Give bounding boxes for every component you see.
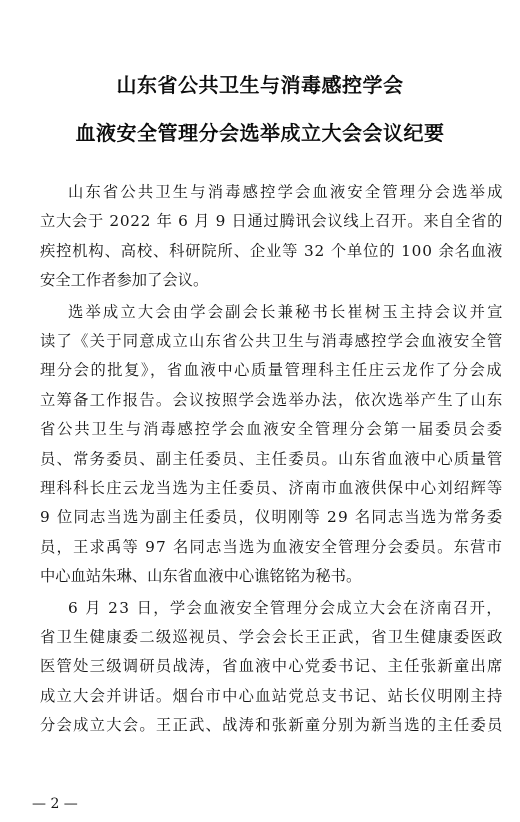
paragraph-line: 成立大会并讲话。烟台市中心血站党总支书记、站长仪明刚主持	[40, 686, 504, 705]
paragraph-line: 6 月 23 日，学会血液安全管理分会成立大会在济南召开，	[68, 598, 503, 617]
document-title-line-2: 血液安全管理分会选举成立大会会议纪要	[75, 121, 445, 145]
paragraph-line: 员，王求禹等 97 名同志当选为血液安全管理分会委员。东营市	[40, 537, 504, 556]
paragraph-line: 医管处三级调研员战涛，省血液中心党委书记、主任张新童出席	[40, 657, 504, 676]
paragraph-line: 安全工作者参加了会议。	[40, 271, 209, 290]
paragraph-line: 理分会的批复》，省血液中心质量管理科主任庄云龙作了分会成	[40, 361, 504, 380]
paragraph-line: 读了《关于同意成立山东省公共卫生与消毒感控学会血液安全管	[40, 332, 504, 350]
paragraph-line: 山东省公共卫生与消毒感控学会血液安全管理分会选举成	[68, 183, 505, 201]
page-number: — 2 —	[32, 796, 78, 812]
paragraph-line: 选举成立大会由学会副会长兼秘书长崔树玉主持会议并宣	[68, 302, 505, 321]
document-title-line-1: 山东省公共卫生与消毒感控学会	[116, 73, 404, 97]
paragraph-line: 9 位同志当选为副主任委员，仪明刚等 29 名同志当选为常务委	[40, 508, 504, 527]
paragraph-line: 分会成立大会。王正武、战涛和张新童分别为新当选的主任委员	[40, 716, 504, 735]
paragraph-line: 中心血站朱琳、山东省血液中心谯铭铭为秘书。	[40, 567, 362, 586]
paragraph-line: 疾控机构、高校、科研院所、企业等 32 个单位的 100 余名血液	[40, 241, 504, 260]
paragraph-line: 立筹备工作报告。会议按照学会选举办法，依次选举产生了山东	[40, 390, 504, 409]
paragraph-line: 省卫生健康委二级巡视员、学会会长王正武，省卫生健康委医政	[40, 628, 504, 646]
paragraph-line: 员、常务委员、副主任委员、主任委员。山东省血液中心质量管	[40, 449, 504, 468]
paragraph-line: 立大会于 2022 年 6 月 9 日通过腾讯会议线上召开。来自全省的	[40, 212, 504, 231]
paragraph-line: 理科科长庄云龙当选为主任委员、济南市血液供保中心刘绍辉等	[40, 479, 504, 497]
paragraph-line: 省公共卫生与消毒感控学会血液安全管理分会第一届委员会委	[40, 420, 504, 439]
